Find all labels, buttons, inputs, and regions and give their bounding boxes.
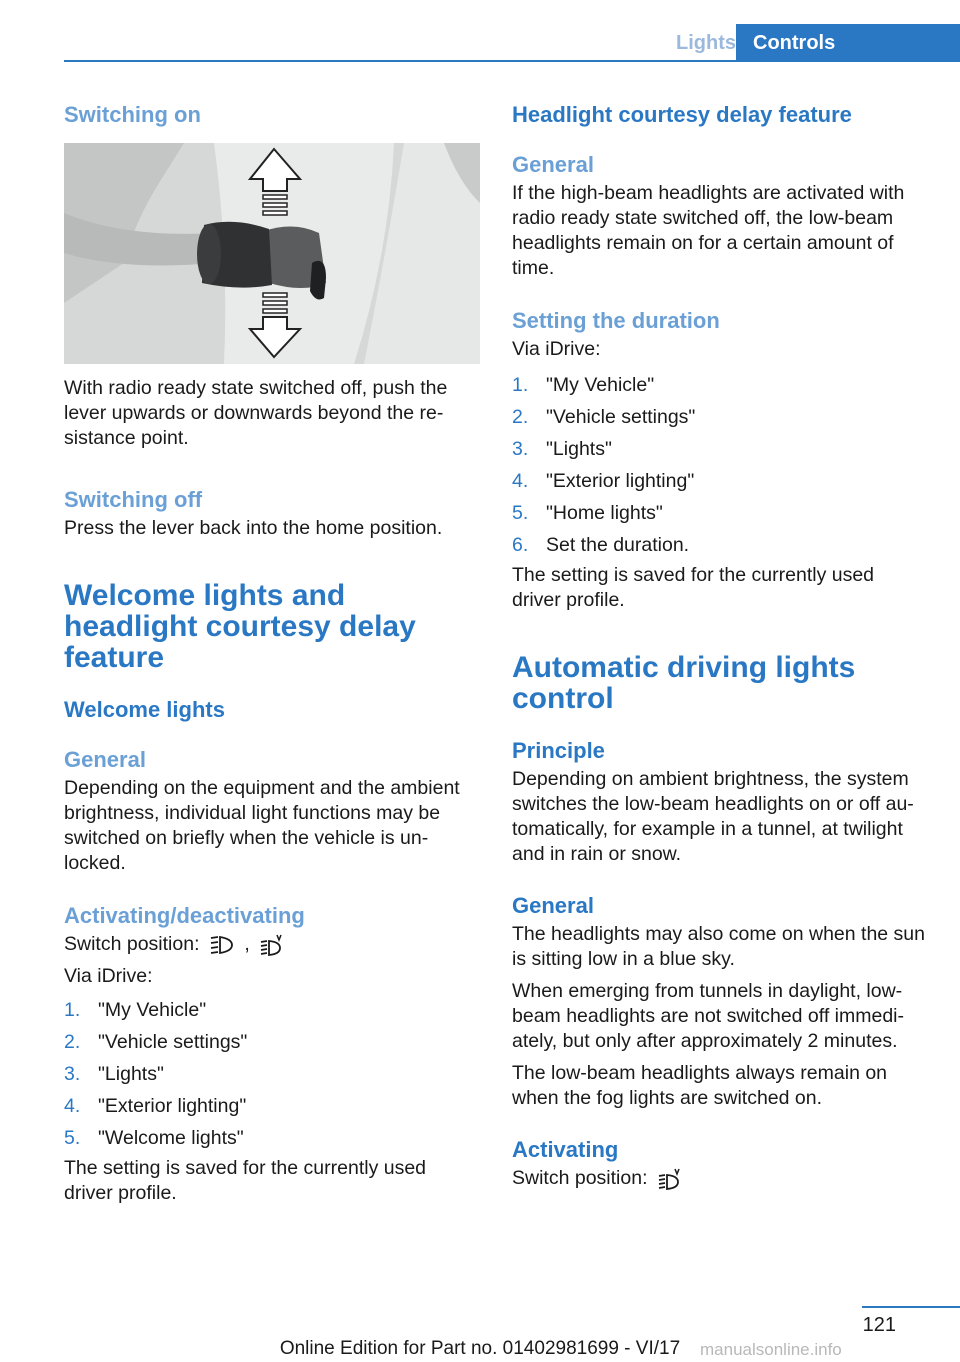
- switch-position-line: [64, 932, 482, 957]
- parking-lights-icon: [209, 933, 235, 957]
- switching-on-heading: Switching on: [64, 102, 201, 127]
- chapter-tab-controls: Controls: [736, 24, 960, 62]
- right-column: [512, 100, 926, 1191]
- page-number: 121: [862, 1314, 896, 1336]
- list-item: 1. "My Vehicle": [64, 999, 207, 1021]
- footer-rule: [862, 1306, 960, 1308]
- switch-position-line: [512, 1166, 926, 1191]
- list-item: 2. "Vehicle settings": [512, 406, 696, 428]
- welcome-lights-heading: Welcome lights: [64, 697, 225, 722]
- general-text: Depending on the equipment and the ambient brightness, individual light functions may be switched on briefly when the vehicle is unlocked.: [64, 777, 460, 874]
- welcome-section-title: Welcome lights and headlight courtesy delay feature: [64, 579, 416, 674]
- general-text-fog: The low-beam headlights always remain on when the fog lights are switched on.: [512, 1062, 888, 1109]
- left-column: [64, 100, 482, 1206]
- switching-off-heading: Switching off: [64, 487, 203, 512]
- activating-heading: Activating: [512, 1137, 619, 1162]
- welcome-steps-list: [64, 994, 482, 1154]
- list-item: 5. "Welcome lights": [64, 1127, 244, 1149]
- via-idrive-label: Via iDrive:: [64, 965, 153, 987]
- switching-off-text: Press the lever back into the home position.: [64, 517, 443, 539]
- general-heading: General: [512, 152, 594, 177]
- list-item: 5. "Home lights": [512, 502, 663, 524]
- list-item: 4. "Exterior lighting": [512, 470, 695, 492]
- list-item: 4. "Exterior lighting": [64, 1095, 247, 1117]
- automatic-headlights-icon: [657, 1167, 685, 1191]
- switch-position-label: Switch position:: [512, 1167, 648, 1189]
- principle-text: Depending on ambient brightness, the system switches the low-beam headlights on or off automatically, for example in a tunnel, at twilight and in rain or snow.: [512, 768, 914, 865]
- saved-profile-text: The setting is saved for the currently used driver profile.: [512, 564, 875, 611]
- list-item: 3. "Lights": [512, 438, 612, 460]
- auto-driving-lights-title: Automatic driving lights control: [512, 651, 856, 715]
- automatic-headlights-icon: [259, 933, 287, 957]
- duration-steps-list: [512, 369, 926, 561]
- switch-separator: ,: [244, 933, 250, 955]
- switch-position-label: Switch position:: [64, 933, 200, 955]
- section-tab-lights: Lights: [676, 32, 736, 54]
- general-heading: General: [512, 893, 594, 918]
- via-idrive-label: Via iDrive:: [512, 338, 601, 360]
- list-item: 2. "Vehicle settings": [64, 1031, 248, 1053]
- edition-footer: Online Edition for Part no. 01402981699 - VI/17: [279, 1338, 681, 1359]
- lever-illustration-svg: [64, 143, 480, 364]
- lever-illustration: [64, 143, 480, 364]
- general-heading: General: [64, 747, 146, 772]
- principle-heading: Principle: [512, 738, 605, 763]
- setting-duration-heading: Setting the duration: [512, 308, 720, 333]
- activating-deactivating-heading: Activating/deactivating: [64, 903, 305, 928]
- list-item: 3. "Lights": [64, 1063, 164, 1085]
- general-text-tunnel: When emerging from tunnels in daylight, low-beam headlights are not switched off immediately, but only after approximately 2 minutes.: [512, 980, 905, 1052]
- courtesy-delay-heading: Headlight courtesy delay feature: [512, 102, 852, 127]
- watermark-text: manualsonline.info: [700, 1340, 842, 1359]
- saved-profile-text: The setting is saved for the currently used driver profile.: [64, 1157, 427, 1204]
- list-item: 1. "My Vehicle": [512, 374, 655, 396]
- list-item: 6. Set the duration.: [512, 534, 690, 556]
- general-text: If the high-beam headlights are activated with radio ready state switched off, the low-beam headlights remain on for a certain amount of time.: [512, 182, 905, 279]
- general-text-sun: The headlights may also come on when the sun is sitting low in a blue sky.: [512, 923, 925, 970]
- switching-on-text: With radio ready state switched off, push the lever upwards or downwards beyond the resistance point.: [64, 377, 448, 449]
